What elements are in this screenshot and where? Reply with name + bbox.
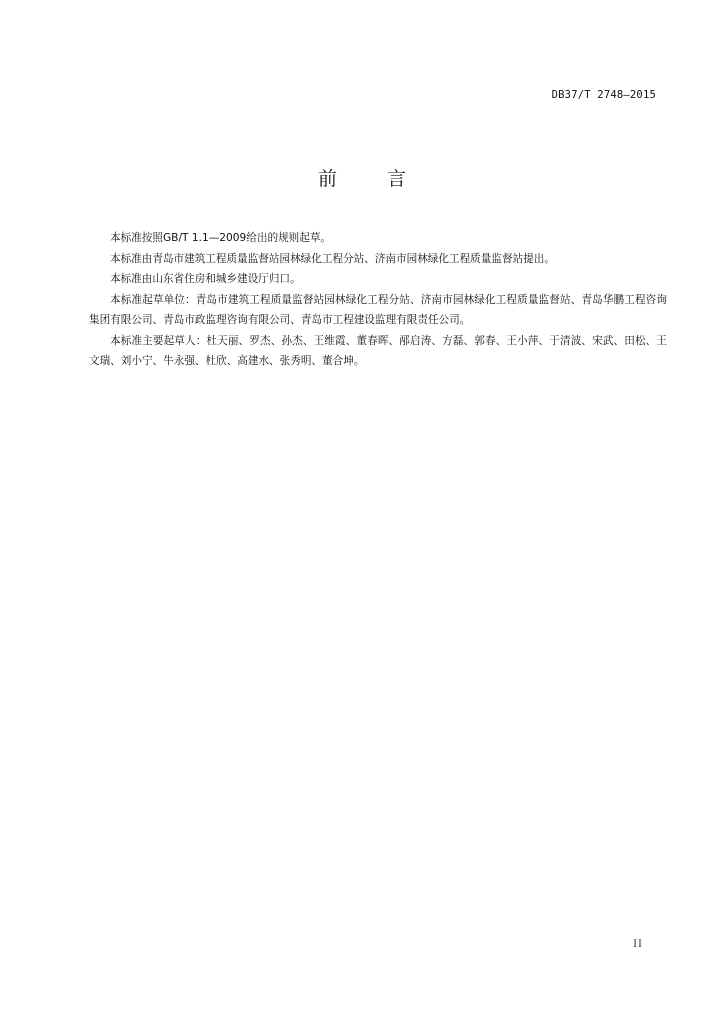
standard-code: DB37/T 2748—2015 [551, 89, 656, 101]
paragraph-drafting-units: 本标准起草单位：青岛市建筑工程质量监督站园林绿化工程分站、济南市园林绿化工程质量监督站、青岛华鹏工程咨询集团有限公司、青岛市政监理咨询有限公司、青岛市工程建设监理有限责任公司。 [89, 293, 667, 326]
paragraph-drafting-rules: 本标准按照GB/T 1.1—2009给出的规则起草。 [110, 232, 332, 244]
page-number: II [633, 939, 643, 950]
foreword-body [89, 228, 667, 372]
paragraph-proposer: 本标准由青岛市建筑工程质量监督站园林绿化工程分站、济南市园林绿化工程质量监督站提出。 [110, 252, 555, 265]
paragraph-centralized-unit: 本标准由山东省住房和城乡建设厅归口。 [110, 273, 301, 285]
paragraph-main-drafters: 本标准主要起草人：杜天丽、罗杰、孙杰、王维霞、董春晖、邴启涛、方磊、郭春、王小萍、于清波、宋武、田松、王文瑞、刘小宁、牛永强、杜欣、高建水、张秀明、董合坤。 [89, 334, 667, 367]
section-title: 前 言 [317, 168, 429, 190]
